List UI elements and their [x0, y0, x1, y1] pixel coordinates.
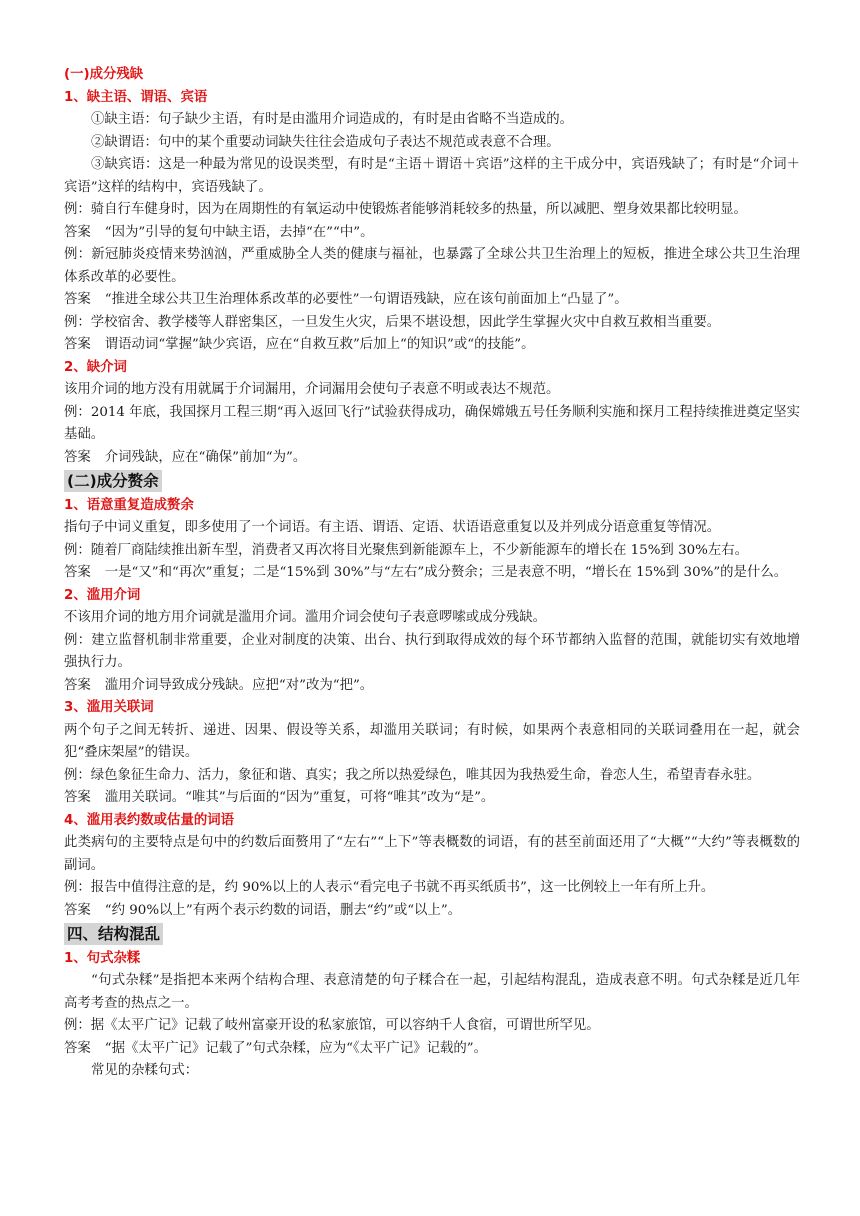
paragraph: 两个句子之间无转折、递进、因果、假设等关系，却滥用关联词；有时候，如果两个表意相同的关联词叠用在一起，就会犯“叠床架屋”的错误。 — [64, 722, 800, 760]
example-paragraph: 例：骑自行车健身时，因为在周期性的有氧运动中使锻炼者能够消耗较多的热量，所以减肥、塑身效果都比较明显。 — [64, 202, 747, 217]
answer-text: 介词残缺，应在“确保”前加“为”。 — [104, 449, 307, 465]
list-item: ③缺宾语：这是一种最为常见的设误类型，有时是“主语＋谓语＋宾语”这样的主干成分中，宾语残缺了；有时是“介词＋宾语”这样的结构中，宾语残缺了。 — [64, 157, 800, 195]
answer-text: 滥用介词导致成分残缺。应把“对”改为“把”。 — [104, 677, 374, 693]
section-heading: 1、句式杂糅 — [64, 950, 141, 966]
example-paragraph: 例：报告中值得注意的是，约 90%以上的人表示“看完电子书就不再买纸质书”，这一比例较上一年有所上升。 — [64, 880, 715, 895]
major-section-row — [64, 922, 800, 948]
answer-paragraph — [64, 1038, 800, 1061]
answer-text: “约 90%以上”有两个表示约数的词语，删去“约”或“以上”。 — [104, 902, 462, 918]
answer-text: “据《太平广记》记载了”句式杂糅，应为“《太平广记》记载的”。 — [104, 1040, 488, 1056]
example-paragraph: 例：新冠肺炎疫情来势汹汹，严重威胁全人类的健康与福祉，也暴露了全球公共卫生治理上的短板，推进全球公共卫生治理体系改革的必要性。 — [64, 247, 800, 285]
answer-label: 答案 — [64, 565, 91, 580]
answer-label: 答案 — [64, 902, 91, 918]
answer-paragraph — [64, 447, 800, 470]
paragraph: “句式杂糅”是指把本来两个结构合理、表意清楚的句子糅合在一起，引起结构混乱，造成表意不明。句式杂糅是近几年高考考查的热点之一。 — [64, 973, 800, 1011]
list-item: ①缺主语：句子缺少主语，有时是由滥用介词造成的，有时是由省略不当造成的。 — [91, 112, 574, 127]
example-paragraph: 例：2014 年底，我国探月工程三期“再入返回飞行”试验获得成功，确保嫦娥五号任务顺利实施和探月工程持续推进奠定坚实基础。 — [64, 404, 800, 442]
answer-label: 答案 — [64, 292, 91, 307]
answer-label: 答案 — [64, 1040, 91, 1056]
major-section-row — [64, 469, 800, 495]
answer-paragraph — [64, 222, 800, 245]
example-paragraph: 例：绿色象征生命力、活力，象征和谐、真实；我之所以热爱绿色，唯其因为我热爱生命，眷恋人生，希望青春永驻。 — [64, 767, 761, 783]
paragraph: 该用介词的地方没有用就属于介词漏用，介词漏用会使句子表意不明或表达不规范。 — [64, 382, 560, 397]
answer-paragraph — [64, 787, 800, 810]
answer-label: 答案 — [64, 790, 91, 805]
answer-label: 答案 — [64, 224, 91, 240]
answer-paragraph — [64, 562, 800, 585]
paragraph: 常见的杂糅句式： — [91, 1063, 199, 1078]
example-paragraph: 例：学校宿舍、教学楼等人群密集区，一旦发生火灾，后果不堪设想，因此学生掌握火灾中自救互救相当重要。 — [64, 314, 721, 330]
section-heading: 1、语意重复造成赘余 — [64, 497, 194, 513]
answer-paragraph — [64, 675, 800, 698]
section-heading: 3、滥用关联词 — [64, 700, 154, 715]
paragraph: 不该用介词的地方用介词就是滥用介词。滥用介词会使句子表意啰嗦或成分残缺。 — [64, 610, 547, 625]
paragraph: 指句子中词义重复，即多使用了一个词语。有主语、谓语、定语、状语语意重复以及并列成分语意重复等情况。 — [64, 520, 721, 535]
answer-text: 一是“又”和“再次”重复；二是“15%到 30%”与“左右”成分赘余；三是表意不明，“增长在 15%到 30%”的是什么。 — [104, 565, 788, 580]
answer-text: 谓语动词“掌握”缺少宾语，应在“自救互救”后加上“的知识”或“的技能”。 — [104, 337, 535, 352]
section-heading: (一)成分残缺 — [64, 67, 144, 82]
answer-text: “推进全球公共卫生治理体系改革的必要性”一句谓语残缺，应在该句前面加上“凸显了”。 — [104, 292, 628, 307]
answer-label: 答案 — [64, 449, 91, 465]
section-heading: 1、缺主语、谓语、宾语 — [64, 89, 208, 105]
answer-paragraph — [64, 334, 800, 357]
section-heading: 2、缺介词 — [64, 359, 127, 375]
example-paragraph: 例：据《太平广记》记载了岐州富豪开设的私家旅馆，可以容纳千人食宿，可谓世所罕见。 — [64, 1018, 600, 1033]
answer-paragraph — [64, 900, 800, 923]
example-paragraph: 例：建立监督机制非常重要，企业对制度的决策、出台、执行到取得成效的每个环节都纳入监督的范围，就能切实有效地增强执行力。 — [64, 632, 800, 670]
answer-text: 滥用关联词。“唯其”与后面的“因为”重复，可将“唯其”改为“是”。 — [104, 790, 495, 805]
answer-text: “因为”引导的复句中缺主语，去掉“在”“中”。 — [104, 224, 374, 240]
answer-paragraph — [64, 289, 800, 312]
section-heading: 4、滥用表约数或估量的词语 — [64, 812, 235, 828]
list-item: ②缺谓语：句中的某个重要动词缺失往往会造成句子表达不规范或表意不合理。 — [91, 134, 560, 150]
section-heading: 2、滥用介词 — [64, 587, 141, 603]
major-section-title: 四、结构混乱 — [64, 923, 163, 945]
document-page — [64, 64, 800, 1083]
paragraph: 此类病句的主要特点是句中的约数后面赘用了“左右”“上下”等表概数的词语，有的甚至前面还用了“大概”“大约”等表概数的副词。 — [64, 835, 800, 873]
answer-label: 答案 — [64, 337, 91, 352]
answer-label: 答案 — [64, 677, 91, 693]
major-section-title: (二)成分赘余 — [64, 470, 162, 492]
example-paragraph: 例：随着厂商陆续推出新车型，消费者又再次将目光聚焦到新能源车上，不少新能源车的增长在 15%到 30%左右。 — [64, 542, 749, 558]
